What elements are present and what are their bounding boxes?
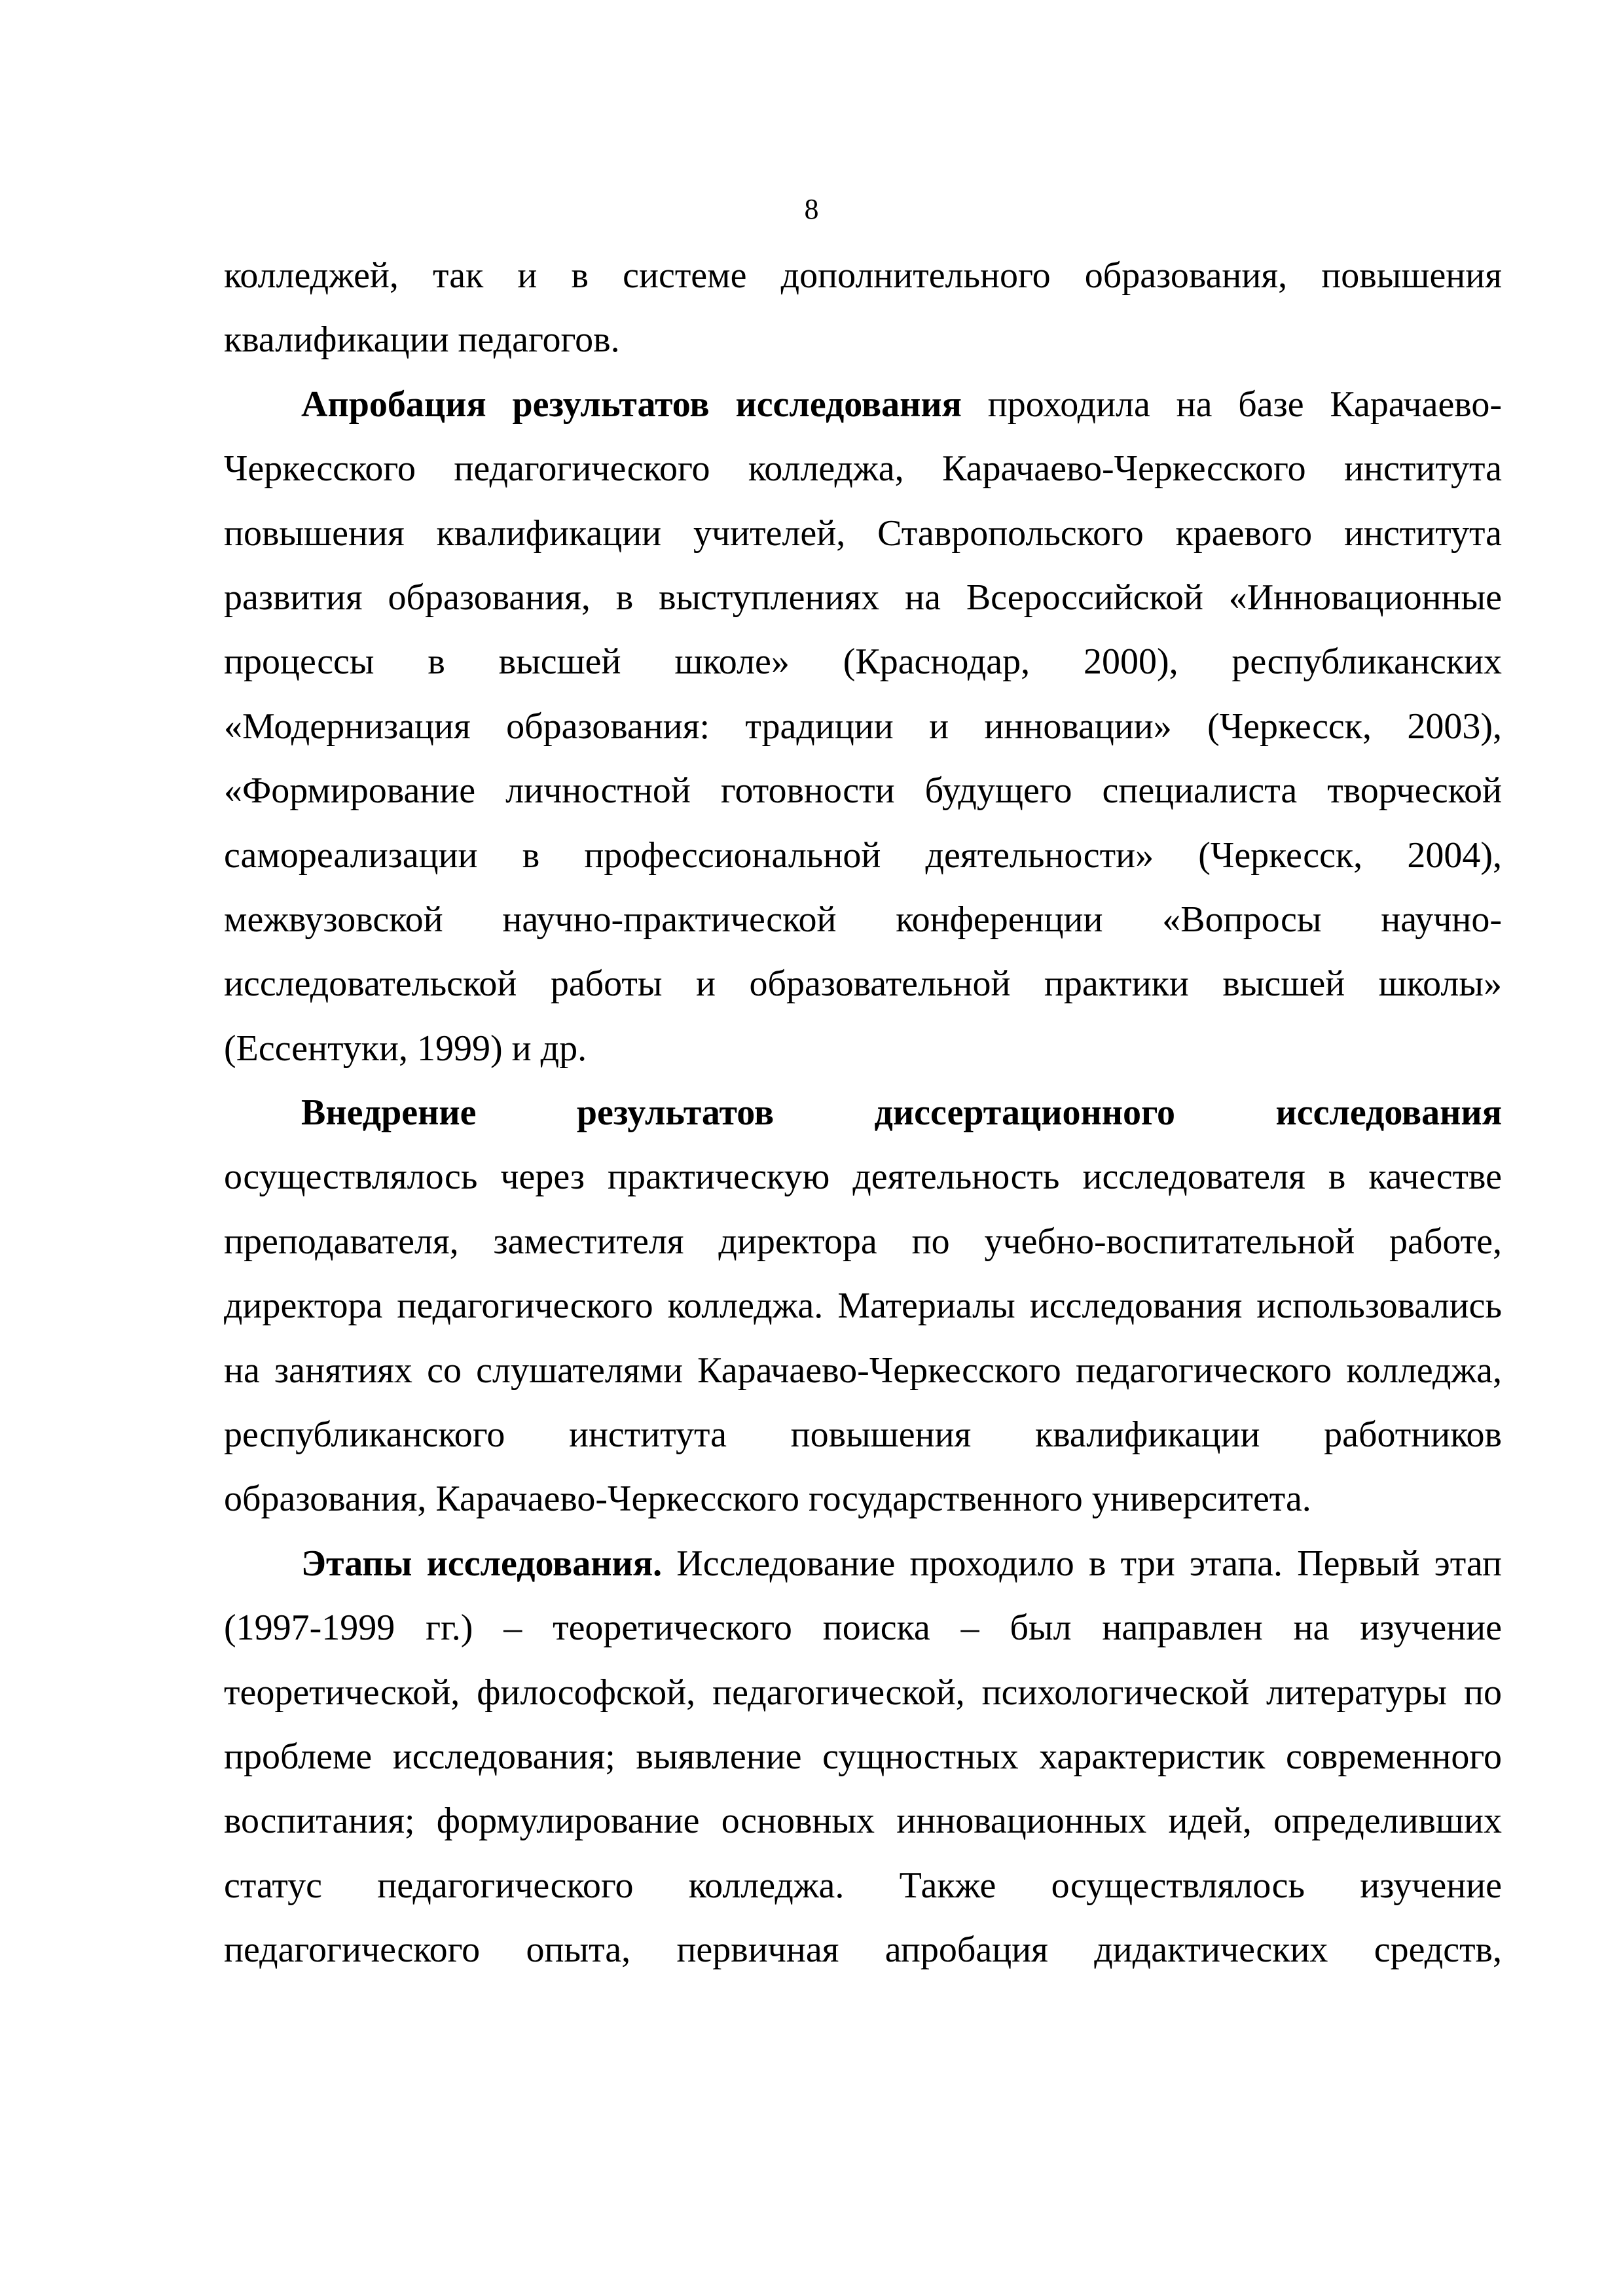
paragraph-first-line [224, 372, 1502, 437]
text-line: преподавателя, заместителя директора по учебно-воспитательной работе, [224, 1221, 1502, 1262]
text-line: воспитания; формулирование основных инновационных идей, определивших [224, 1801, 1502, 1842]
page-number: 8 [804, 193, 819, 225]
text-line: развития образования, в выступлениях на Всероссийской «Инновационные [224, 577, 1502, 618]
text-line: Черкесского педагогического колледжа, Карачаево-Черкесского института [224, 448, 1502, 490]
text-line: самореализации в профессиональной деятельности» (Черкесск, 2004), [224, 834, 1502, 876]
section-heading-implementation: Внедрение результатов диссертационного исследования [301, 1092, 1502, 1134]
text-line: (1997-1999 гг.) – теоретического поиска – был направлен на изучение [224, 1607, 1502, 1649]
text-fragment: Исследование проходило в три этапа. Первый этап [662, 1543, 1502, 1584]
section-heading-stages: Этапы исследования. [301, 1543, 663, 1584]
text-line: исследовательской работы и образовательной практики высшей школы» [224, 963, 1502, 1005]
text-line: проблеме исследования; выявление сущностных характеристик современного [224, 1736, 1502, 1777]
section-heading-approbation: Апробация результатов исследования [301, 384, 962, 425]
text-line: теоретической, философской, педагогической, психологической литературы по [224, 1672, 1502, 1713]
text-fragment: проходила на базе Карачаево- [961, 384, 1502, 425]
text-line: педагогического опыта, первичная апробация дидактических средств, [224, 1929, 1502, 1971]
text-line: (Ессентуки, 1999) и др. [224, 1028, 587, 1069]
text-line: колледжей, так и в системе дополнительного образования, повышения [224, 255, 1502, 296]
text-line: образования, Карачаево-Черкесского государственного университета. [224, 1479, 1311, 1520]
text-line: директора педагогического колледжа. Материалы исследования использовались [224, 1285, 1502, 1327]
text-line: «Модернизация образования: традиции и инновации» (Черкесск, 2003), [224, 706, 1502, 747]
text-line: межвузовской научно-практической конференции «Вопросы научно- [224, 899, 1502, 940]
text-line: квалификации педагогов. [224, 319, 620, 361]
text-line: республиканского института повышения квалификации работников [224, 1414, 1502, 1456]
text-line: процессы в высшей школе» (Краснодар, 2000), республиканских [224, 641, 1502, 683]
text-line: повышения квалификации учителей, Ставропольского краевого института [224, 512, 1502, 554]
document-body [224, 243, 1502, 1982]
text-line: статус педагогического колледжа. Также осуществлялось изучение [224, 1865, 1502, 1906]
paragraph-first-line [224, 1532, 1502, 1596]
text-line: осуществлялось через практическую деятельность исследователя в качестве [224, 1157, 1502, 1198]
text-line: «Формирование личностной готовности будущего специалиста творческой [224, 770, 1502, 812]
text-line: на занятиях со слушателями Карачаево-Черкесского педагогического колледжа, [224, 1350, 1502, 1391]
